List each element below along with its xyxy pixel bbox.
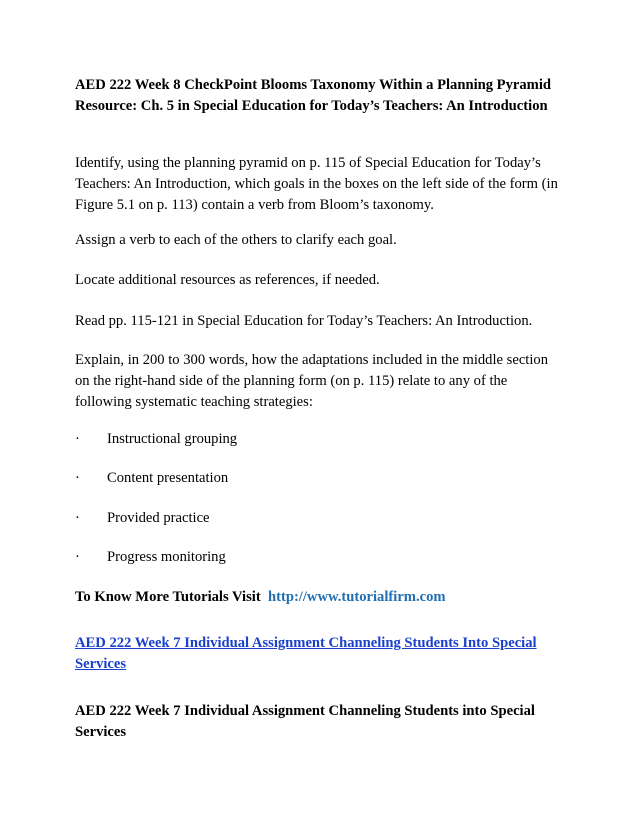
paragraph-assign: Assign a verb to each of the others to clarify each goal. — [75, 232, 397, 248]
bullet-marker: · — [75, 470, 80, 486]
list-item — [75, 547, 565, 568]
bullet-marker: · — [75, 549, 80, 565]
bullet-text: Content presentation — [107, 470, 229, 486]
bullet-text: Progress monitoring — [107, 549, 226, 565]
next-assignment-heading: AED 222 Week 7 Individual Assignment Channeling Students into Special Services — [75, 703, 535, 740]
list-item — [75, 508, 565, 529]
bullet-marker: · — [75, 510, 80, 526]
bullet-text: Instructional grouping — [107, 431, 238, 447]
paragraph-explain: Explain, in 200 to 300 words, how the adaptations included in the middle section on the right-hand side of the planning form (on p. 115) relate to any of the following systematic teaching strategies: — [75, 352, 548, 410]
promo-line — [75, 587, 565, 608]
promo-label: To Know More Tutorials Visit — [75, 589, 261, 605]
paragraph-read: Read pp. 115-121 in Special Education for Today’s Teachers: An Introduction. — [75, 313, 533, 329]
title-line-1: AED 222 Week 8 CheckPoint Blooms Taxonomy Within a Planning Pyramid — [75, 77, 551, 93]
tutorialfirm-link[interactable]: http://www.tutorialfirm.com — [268, 589, 446, 605]
bullet-marker: · — [75, 431, 80, 447]
paragraph-identify: Identify, using the planning pyramid on p. 115 of Special Education for Today’s Teachers: An Introduction, which goals in the boxes on the left side of the form (in Figure 5.1 on p. 113) contain a verb from Bloom’s taxonomy. — [75, 155, 558, 213]
document-page — [75, 0, 565, 826]
list-item — [75, 429, 565, 450]
bullet-text: Provided practice — [107, 510, 210, 526]
document-title — [75, 75, 565, 117]
next-assignment-link[interactable]: AED 222 Week 7 Individual Assignment Channeling Students Into Special Services — [75, 635, 537, 672]
title-line-2: Resource: Ch. 5 in Special Education for Today’s Teachers: An Introduction — [75, 98, 548, 114]
next-assignment-link-block — [75, 633, 565, 675]
paragraph-locate: Locate additional resources as references, if needed. — [75, 272, 380, 288]
list-item — [75, 468, 565, 489]
